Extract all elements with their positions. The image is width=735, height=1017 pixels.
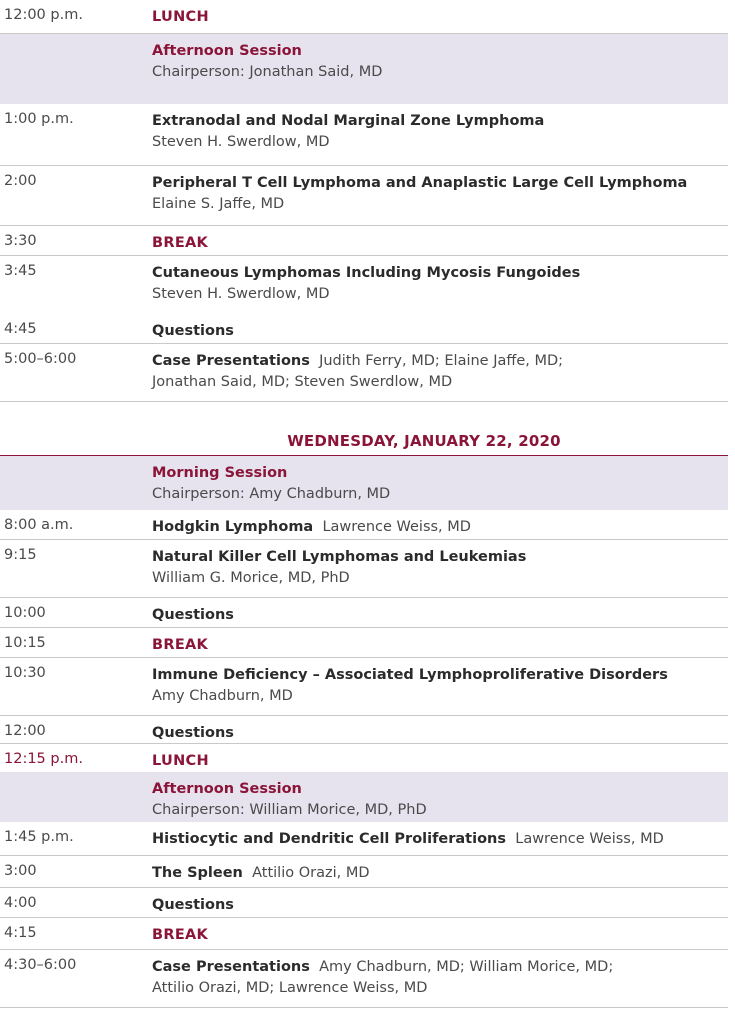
row-content — [152, 605, 728, 626]
row-content — [152, 517, 728, 538]
row-time: 1:45 p.m. — [4, 829, 74, 845]
row-content — [152, 173, 728, 215]
row-speaker: Lawrence Weiss, MD — [515, 831, 664, 847]
schedule-row — [0, 716, 728, 744]
row-speaker: Lawrence Weiss, MD — [322, 519, 471, 535]
schedule-row — [0, 104, 728, 166]
row-title: LUNCH — [152, 9, 209, 25]
row-time: 12:00 — [4, 723, 46, 739]
row-content — [152, 925, 728, 946]
schedule-row — [0, 344, 728, 402]
row-speaker: Chairperson: Jonathan Said, MD — [152, 64, 383, 80]
schedule-row — [0, 456, 728, 510]
row-time: 3:30 — [4, 233, 37, 249]
schedule-row — [0, 598, 728, 628]
row-title: Extranodal and Nodal Marginal Zone Lymphoma — [152, 113, 545, 129]
row-content — [152, 779, 728, 821]
row-speaker: William G. Morice, MD, PhD — [152, 570, 350, 586]
row-title: Questions — [152, 725, 234, 741]
row-title: BREAK — [152, 637, 209, 653]
row-title: Afternoon Session — [152, 43, 302, 59]
row-title: Afternoon Session — [152, 781, 302, 797]
row-content — [152, 41, 728, 83]
row-speaker: Elaine S. Jaffe, MD — [152, 196, 285, 212]
row-time: 3:45 — [4, 263, 37, 279]
schedule-row — [0, 166, 728, 226]
row-time: 4:30–6:00 — [4, 957, 77, 973]
schedule-row — [0, 658, 728, 716]
schedule-row — [0, 822, 728, 856]
row-title: Questions — [152, 607, 234, 623]
row-content — [152, 829, 728, 850]
row-time: 5:00–6:00 — [4, 351, 77, 367]
schedule-row — [0, 628, 728, 658]
row-content — [152, 233, 728, 254]
row-title: Cutaneous Lymphomas Including Mycosis Fungoides — [152, 265, 581, 281]
schedule-row — [0, 34, 728, 104]
row-speaker: Steven H. Swerdlow, MD — [152, 286, 330, 302]
row-title: Questions — [152, 323, 234, 339]
row-time: 3:00 — [4, 863, 37, 879]
row-time: 1:00 p.m. — [4, 111, 74, 127]
day-header-label: WEDNESDAY, JANUARY 22, 2020 — [287, 432, 561, 450]
row-time: 8:00 a.m. — [4, 517, 74, 533]
row-time: 4:45 — [4, 321, 37, 337]
row-title: Case Presentations — [152, 353, 310, 369]
row-speaker: Attilio Orazi, MD; Lawrence Weiss, MD — [152, 980, 428, 996]
schedule-row — [0, 540, 728, 598]
row-title: Case Presentations — [152, 959, 310, 975]
schedule-row — [0, 314, 728, 344]
row-content — [152, 895, 728, 916]
row-time: 10:30 — [4, 665, 46, 681]
schedule-row — [0, 950, 728, 1008]
row-speaker: Attilio Orazi, MD — [252, 865, 370, 881]
schedule-row — [0, 510, 728, 540]
row-time: 4:00 — [4, 895, 37, 911]
schedule-row — [0, 888, 728, 918]
schedule-row — [0, 744, 728, 772]
row-speaker: Jonathan Said, MD; Steven Swerdlow, MD — [152, 374, 453, 390]
schedule-row — [0, 772, 728, 822]
row-content — [152, 863, 728, 884]
row-content — [152, 547, 728, 589]
row-title: Questions — [152, 897, 234, 913]
row-content — [152, 751, 728, 772]
row-time: 4:15 — [4, 925, 37, 941]
row-content — [152, 351, 728, 393]
schedule-row — [0, 856, 728, 888]
row-content — [152, 111, 728, 153]
row-title: The Spleen — [152, 865, 243, 881]
row-time: 10:15 — [4, 635, 46, 651]
row-speaker: Judith Ferry, MD; Elaine Jaffe, MD; — [319, 353, 564, 369]
row-content — [152, 957, 728, 999]
row-content — [152, 723, 728, 744]
row-title: LUNCH — [152, 753, 209, 769]
row-content — [152, 665, 728, 707]
row-title: Morning Session — [152, 465, 288, 481]
row-speaker: Amy Chadburn, MD; William Morice, MD; — [319, 959, 614, 975]
row-title: Natural Killer Cell Lymphomas and Leukemias — [152, 549, 527, 565]
schedule-row — [0, 256, 728, 314]
row-title: BREAK — [152, 235, 209, 251]
schedule-row — [0, 0, 728, 34]
row-content — [152, 7, 728, 28]
row-content — [152, 463, 728, 505]
row-title: BREAK — [152, 927, 209, 943]
row-speaker: Chairperson: Amy Chadburn, MD — [152, 486, 391, 502]
row-time: 10:00 — [4, 605, 46, 621]
schedule-row — [0, 226, 728, 256]
row-speaker: Chairperson: William Morice, MD, PhD — [152, 802, 427, 818]
schedule-row — [0, 918, 728, 950]
row-content — [152, 635, 728, 656]
row-content — [152, 263, 728, 305]
row-title: Histiocytic and Dendritic Cell Proliferations — [152, 831, 507, 847]
day-header — [0, 428, 728, 456]
row-time: 9:15 — [4, 547, 37, 563]
row-speaker: Steven H. Swerdlow, MD — [152, 134, 330, 150]
row-time: 12:15 p.m. — [4, 751, 83, 767]
row-title: Peripheral T Cell Lymphoma and Anaplastic Large Cell Lymphoma — [152, 175, 688, 191]
row-speaker: Amy Chadburn, MD — [152, 688, 293, 704]
row-title: Immune Deficiency – Associated Lymphoproliferative Disorders — [152, 667, 668, 683]
row-time: 2:00 — [4, 173, 37, 189]
row-time: 12:00 p.m. — [4, 7, 83, 23]
row-content — [152, 321, 728, 342]
row-title: Hodgkin Lymphoma — [152, 519, 314, 535]
